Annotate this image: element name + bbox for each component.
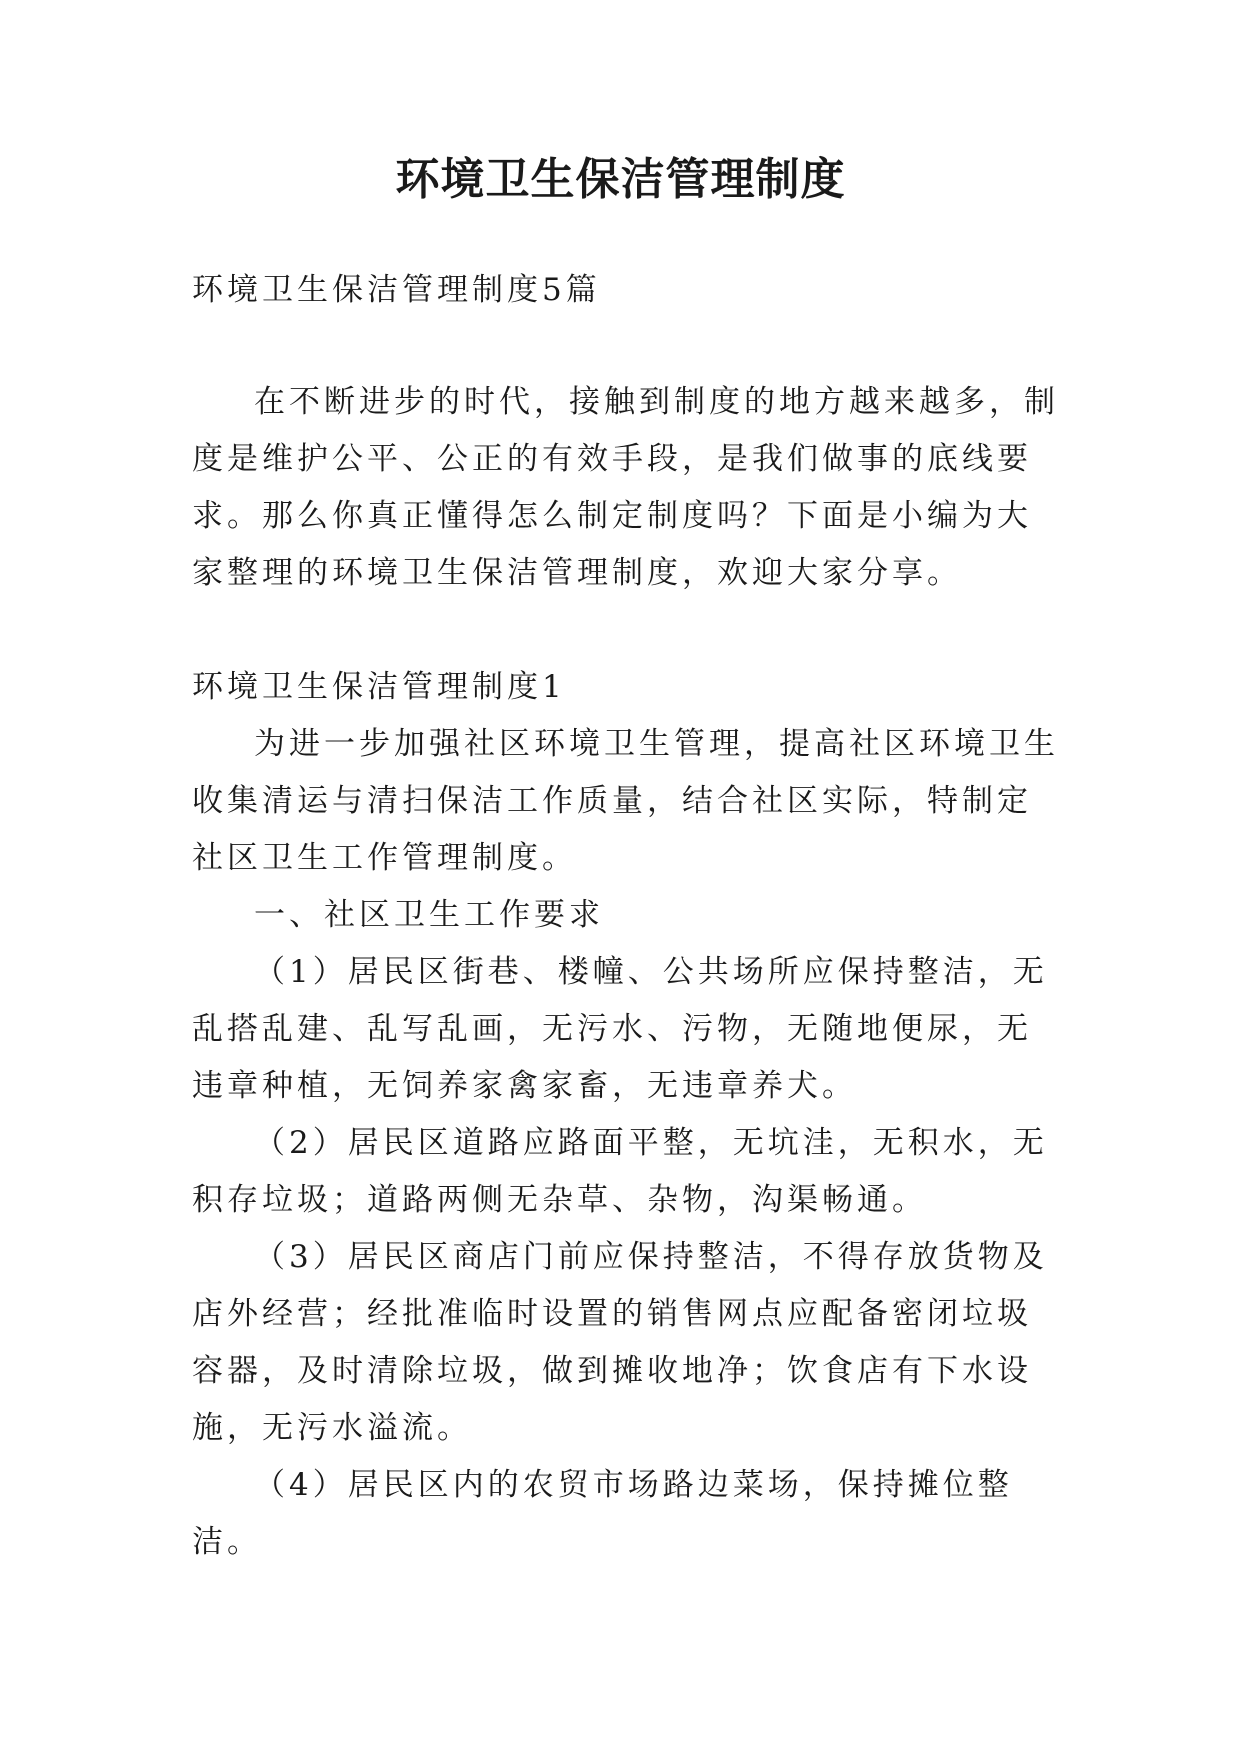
body-paragraph: （3）居民区商店门前应保持整洁，不得存放货物及店外经营；经批准临时设置的销售网点应配备密闭垃圾容器，及时清除垃圾，做到摊收地净；饮食店有下水设施，无污水溢流。 bbox=[192, 1239, 1048, 1446]
body-paragraph: （1）居民区街巷、楼幢、公共场所应保持整洁，无乱搭乱建、乱写乱画，无污水、污物，无随地便尿，无违章种植，无饲养家禽家畜，无违章养犬。 bbox=[192, 954, 1048, 1104]
section-subheading: 一、社区卫生工作要求 bbox=[254, 897, 604, 933]
body-paragraph: （2）居民区道路应路面平整，无坑洼，无积水，无积存垃圾；道路两侧无杂草、杂物，沟渠畅通。 bbox=[192, 1125, 1048, 1218]
section-heading: 环境卫生保洁管理制度1 bbox=[192, 669, 566, 705]
body-paragraph: 为进一步加强社区环境卫生管理，提高社区环境卫生收集清运与清扫保洁工作质量，结合社区实际，特制定社区卫生工作管理制度。 bbox=[192, 726, 1059, 876]
intro-paragraph: 在不断进步的时代，接触到制度的地方越来越多，制度是维护公平、公正的有效手段，是我们做事的底线要求。那么你真正懂得怎么制定制度吗？下面是小编为大家整理的环境卫生保洁管理制度，欢迎大家分享。 bbox=[192, 384, 1059, 591]
document-body bbox=[192, 262, 1062, 1571]
document-title: 环境卫生保洁管理制度 bbox=[395, 154, 846, 205]
document-subtitle: 环境卫生保洁管理制度5篇 bbox=[192, 272, 601, 308]
body-paragraph: （4）居民区内的农贸市场路边菜场，保持摊位整洁。 bbox=[192, 1467, 1013, 1560]
